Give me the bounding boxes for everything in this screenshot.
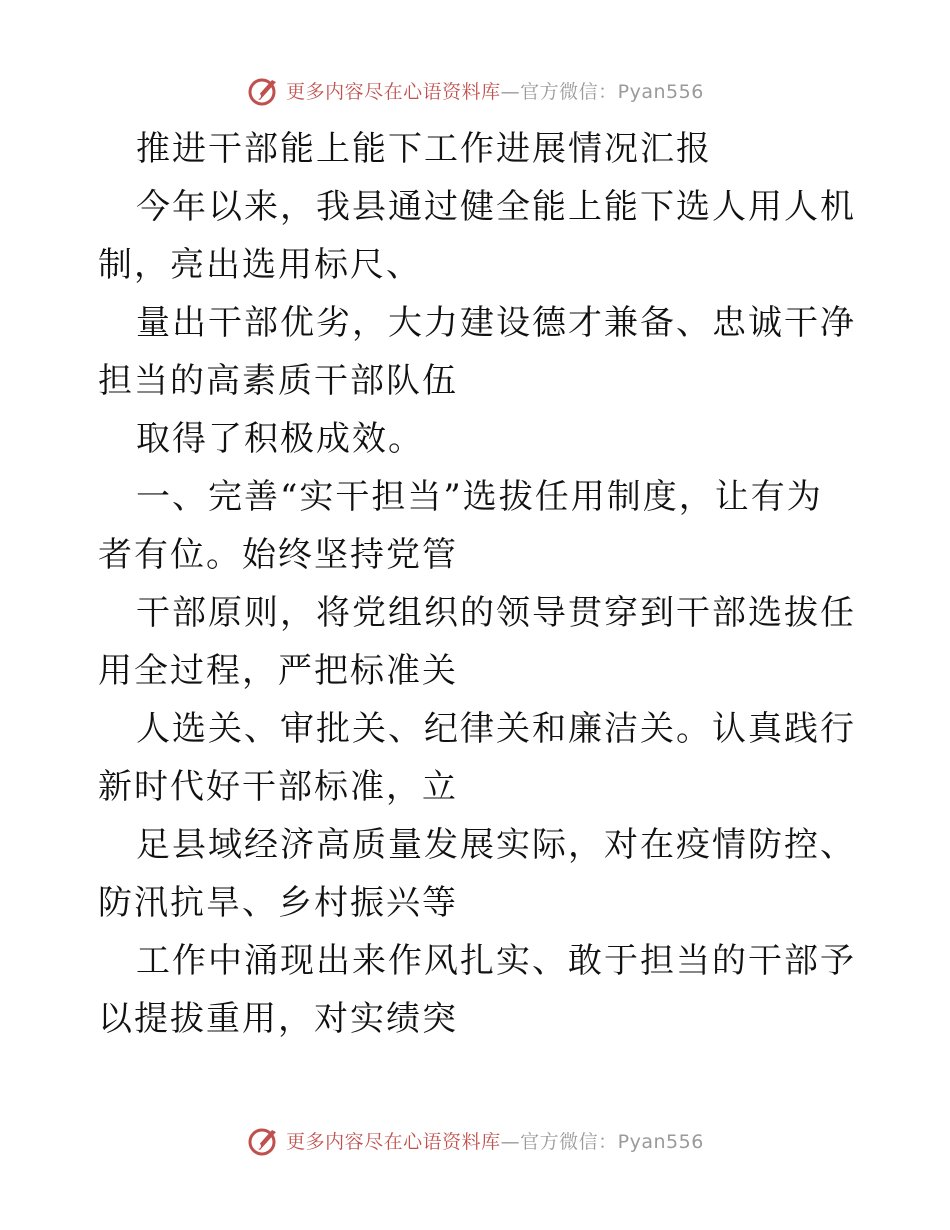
watermark-text: 更多内容尽在心语资料库—官方微信：Pyan556 (286, 80, 704, 103)
paragraph: 今年以来，我县通过健全能上能下选人用人机制，亮出选用标尺、 (98, 187, 856, 285)
document-title: 推进干部能上能下工作进展情况汇报 (136, 129, 712, 169)
document-body (98, 120, 858, 1048)
brush-logo-icon (246, 72, 282, 108)
paragraph: 取得了积极成效。 (136, 419, 424, 459)
brush-logo-icon (246, 1122, 282, 1158)
paragraph: 工作中涌现出来作风扎实、敢于担当的干部予以提拔重用，对实绩突 (98, 941, 856, 1039)
paragraph: 足县域经济高质量发展实际，对在疫情防控、防汛抗旱、乡村振兴等 (98, 825, 856, 923)
paragraph: 一、完善“实干担当”选拔任用制度，让有为者有位。始终坚持党管 (98, 477, 823, 575)
paragraph: 人选关、审批关、纪律关和廉洁关。认真践行新时代好干部标准，立 (98, 709, 856, 807)
paragraph: 量出干部优劣，大力建设德才兼备、忠诚干净担当的高素质干部队伍 (98, 303, 856, 401)
watermark-banner-top (0, 70, 950, 110)
watermark-text: 更多内容尽在心语资料库—官方微信：Pyan556 (286, 1130, 704, 1153)
watermark-banner-bottom (0, 1120, 950, 1160)
paragraph: 干部原则，将党组织的领导贯穿到干部选拔任用全过程，严把标准关 (98, 593, 856, 691)
